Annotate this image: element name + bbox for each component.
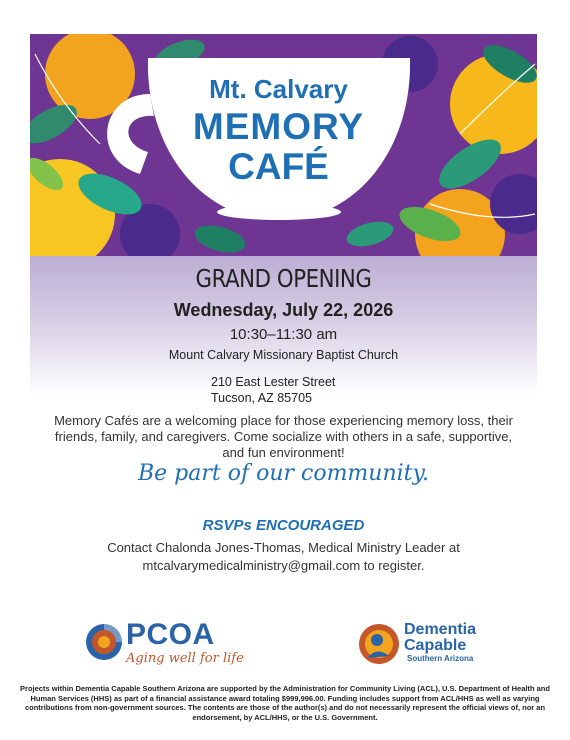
- contact-email: mtcalvarymedicalministry@gmail.com to register.: [142, 558, 425, 573]
- hero-banner: [30, 34, 537, 256]
- rsvp-contact: [30, 539, 537, 575]
- hero-title-line3: CAFÉ: [228, 146, 329, 187]
- address-line2: Tucson, AZ 85705: [211, 391, 312, 405]
- dementia-capable-mark-icon: [357, 622, 401, 666]
- address-line1: 210 East Lester Street: [211, 375, 336, 389]
- rsvp-heading: RSVPs ENCOURAGED: [202, 517, 365, 534]
- dc-line1: Dementia: [404, 621, 477, 638]
- event-date: Wednesday, July 22, 2026: [173, 300, 394, 320]
- event-heading: GRAND OPENING: [195, 264, 372, 293]
- hero-title-line2: MEMORY: [192, 106, 365, 147]
- funding-disclaimer: Projects within Dementia Capable Southern Arizona are supported by the Administration for Community Living (ACL), U.S. Department of Health and Human Services (HHS) as part of a financial assistance award totaling $999,996.00. Funding includes support from ACL/HHS as well as varying contributions from non-government sources. The contents are those of the author(s) and do not necessarily represent the official views of, nor an endorsement, by ACL/HHS, or the U.S. Government.: [20, 684, 550, 722]
- pcoa-mark-icon: [84, 622, 124, 662]
- contact-line1: Contact Chalonda Jones-Thomas, Medical Ministry Leader at: [107, 540, 460, 555]
- pcoa-name: PCOA: [126, 618, 215, 651]
- event-venue: Mount Calvary Missionary Baptist Church: [168, 348, 399, 362]
- dc-line2: Capable: [404, 637, 467, 654]
- pcoa-logo: [84, 618, 254, 668]
- dc-line3: Southern Arizona: [407, 654, 474, 663]
- event-time: 10:30–11:30 am: [229, 326, 338, 343]
- pcoa-tagline: Aging well for life: [126, 651, 244, 666]
- description: Memory Cafés are a welcoming place for those experiencing memory loss, their friends, family, and caregivers. Come socialize with others in a safe, supportive, and fun environment!: [54, 413, 513, 460]
- dementia-capable-logo: [357, 620, 497, 668]
- hero-title-line1: Mt. Calvary: [209, 74, 348, 104]
- tagline: Be part of our community.: [137, 461, 430, 486]
